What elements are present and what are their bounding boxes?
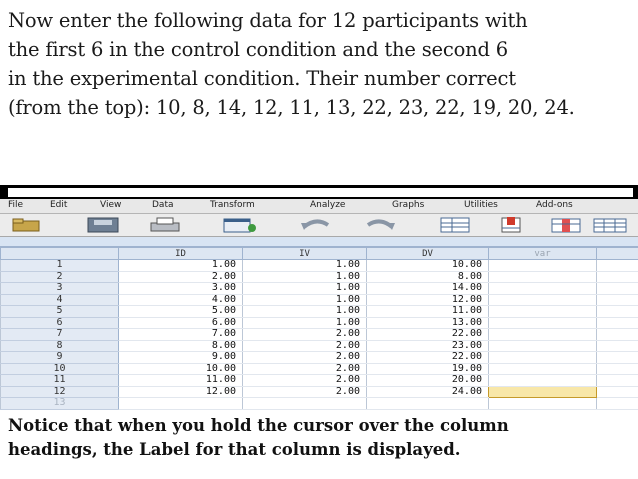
cell-var[interactable] — [489, 306, 597, 318]
row-number[interactable]: 5 — [1, 306, 119, 318]
row-number[interactable]: 13 — [1, 398, 119, 410]
table-row — [1, 386, 638, 398]
menu-edit[interactable]: Edit — [50, 200, 68, 210]
table-row — [1, 271, 638, 283]
cell-iv[interactable]: 1.00 — [243, 306, 367, 318]
insert-cases-icon[interactable] — [494, 216, 528, 234]
cell-iv[interactable]: 2.00 — [243, 363, 367, 375]
cell-var[interactable] — [489, 375, 597, 387]
cell-blank — [597, 294, 638, 306]
cell-id[interactable]: 6.00 — [119, 317, 243, 329]
column-header-iv[interactable]: IV — [243, 248, 367, 260]
split-file-icon[interactable] — [590, 216, 630, 234]
cell-dv[interactable]: 8.00 — [367, 271, 489, 283]
cell-blank — [597, 271, 638, 283]
cell-dv[interactable]: 11.00 — [367, 306, 489, 318]
cell-id[interactable]: 3.00 — [119, 283, 243, 295]
row-number[interactable]: 3 — [1, 283, 119, 295]
cell-dv[interactable]: 19.00 — [367, 363, 489, 375]
row-number[interactable]: 9 — [1, 352, 119, 364]
cell-dv[interactable]: 22.00 — [367, 329, 489, 341]
table-row — [1, 294, 638, 306]
cell-blank — [597, 375, 638, 387]
cell-var[interactable] — [489, 329, 597, 341]
cell-id[interactable]: 9.00 — [119, 352, 243, 364]
cell-var[interactable] — [489, 352, 597, 364]
toolbar — [0, 214, 638, 237]
goto-case-icon[interactable] — [436, 216, 474, 234]
column-header-dv[interactable]: DV — [367, 248, 489, 260]
cell-dv[interactable]: 12.00 — [367, 294, 489, 306]
cell-dv[interactable]: 24.00 — [367, 386, 489, 398]
menu-analyze[interactable]: Analyze — [310, 200, 346, 210]
cell-blank — [597, 317, 638, 329]
cell-iv[interactable]: 2.00 — [243, 352, 367, 364]
caption-line: headings, the Label for that column is displayed. — [8, 440, 461, 459]
table-row — [1, 363, 638, 375]
dialog-recall-icon[interactable] — [218, 216, 262, 234]
cell-id[interactable]: 2.00 — [119, 271, 243, 283]
cell-iv[interactable]: 1.00 — [243, 317, 367, 329]
row-number[interactable]: 6 — [1, 317, 119, 329]
cell-var[interactable] — [489, 283, 597, 295]
menu-view[interactable]: View — [100, 200, 122, 210]
cell-blank — [597, 306, 638, 318]
title-bar-highlight — [8, 188, 633, 197]
menu-add-ons[interactable]: Add-ons — [536, 200, 573, 210]
cell-dv[interactable] — [367, 398, 489, 410]
cell-var[interactable] — [489, 260, 597, 272]
column-header-var[interactable]: var — [489, 248, 597, 260]
spss-data-editor-screenshot — [0, 185, 638, 415]
row-number[interactable]: 12 — [1, 386, 119, 398]
cell-blank — [597, 260, 638, 272]
cell-blank — [597, 283, 638, 295]
cell-iv[interactable] — [243, 398, 367, 410]
cell-id[interactable]: 11.00 — [119, 375, 243, 387]
cell-id[interactable]: 7.00 — [119, 329, 243, 341]
active-cell-var[interactable] — [489, 386, 597, 398]
row-number[interactable]: 7 — [1, 329, 119, 341]
table-row — [1, 340, 638, 352]
cell-id[interactable]: 5.00 — [119, 306, 243, 318]
corner-header[interactable] — [1, 248, 119, 260]
instructions-text — [8, 6, 632, 122]
cell-dv[interactable]: 14.00 — [367, 283, 489, 295]
undo-icon[interactable] — [296, 216, 336, 234]
row-number[interactable]: 8 — [1, 340, 119, 352]
cell-iv[interactable]: 2.00 — [243, 340, 367, 352]
cell-id[interactable]: 8.00 — [119, 340, 243, 352]
cell-dv[interactable]: 20.00 — [367, 375, 489, 387]
print-icon[interactable] — [146, 216, 184, 234]
menu-graphs[interactable]: Graphs — [392, 200, 425, 210]
table-row — [1, 260, 638, 272]
instructions-line: Now enter the following data for 12 participants with — [8, 9, 528, 32]
row-number[interactable]: 4 — [1, 294, 119, 306]
menu-utilities[interactable]: Utilities — [464, 200, 498, 210]
cell-id[interactable]: 4.00 — [119, 294, 243, 306]
table-row — [1, 375, 638, 387]
cell-id[interactable]: 1.00 — [119, 260, 243, 272]
table-row — [1, 352, 638, 364]
cell-blank — [597, 352, 638, 364]
row-number[interactable]: 2 — [1, 271, 119, 283]
column-header-id[interactable]: ID — [119, 248, 243, 260]
cell-var[interactable] — [489, 294, 597, 306]
window-title-bar — [0, 185, 638, 199]
cell-id[interactable]: 12.00 — [119, 386, 243, 398]
cell-iv[interactable]: 1.00 — [243, 271, 367, 283]
cell-iv[interactable]: 1.00 — [243, 283, 367, 295]
menu-bar — [0, 199, 638, 214]
cell-var[interactable] — [489, 340, 597, 352]
cell-iv[interactable]: 2.00 — [243, 386, 367, 398]
table-row — [1, 329, 638, 341]
cell-iv[interactable]: 2.00 — [243, 329, 367, 341]
cell-iv[interactable]: 2.00 — [243, 375, 367, 387]
cell-iv[interactable]: 1.00 — [243, 260, 367, 272]
instructions-line: in the experimental condition. Their number correct — [8, 67, 516, 90]
row-number[interactable]: 1 — [1, 260, 119, 272]
cell-blank — [597, 398, 638, 410]
menu-transform[interactable]: Transform — [210, 200, 255, 210]
table-row — [1, 283, 638, 295]
menu-file[interactable]: File — [8, 200, 24, 210]
cell-var[interactable] — [489, 363, 597, 375]
cell-id[interactable] — [119, 398, 243, 410]
column-header-blank — [597, 248, 638, 260]
instructions-line: (from the top): 10, 8, 14, 12, 11, 13, 22, 23, 22, 19, 20, 24. — [8, 96, 575, 119]
table-row — [1, 306, 638, 318]
cell-dv[interactable]: 13.00 — [367, 317, 489, 329]
cell-blank — [597, 340, 638, 352]
row-number[interactable]: 11 — [1, 375, 119, 387]
cell-var[interactable] — [489, 317, 597, 329]
save-disk-icon[interactable] — [84, 216, 122, 234]
data-view-grid — [0, 247, 638, 410]
cell-var[interactable] — [489, 398, 597, 410]
cell-var[interactable] — [489, 271, 597, 283]
cell-dv[interactable]: 22.00 — [367, 352, 489, 364]
row-number[interactable]: 10 — [1, 363, 119, 375]
cell-blank — [597, 386, 638, 398]
cell-blank — [597, 329, 638, 341]
table-row — [1, 317, 638, 329]
cell-id[interactable]: 10.00 — [119, 363, 243, 375]
cell-dv[interactable]: 10.00 — [367, 260, 489, 272]
insert-variable-icon[interactable] — [548, 216, 584, 234]
instructions-line: the first 6 in the control condition and the second 6 — [8, 38, 508, 61]
cell-blank — [597, 363, 638, 375]
menu-data[interactable]: Data — [152, 200, 174, 210]
open-folder-icon[interactable] — [8, 216, 44, 234]
caption-text — [8, 414, 632, 462]
redo-icon[interactable] — [360, 216, 400, 234]
caption-line: Notice that when you hold the cursor over the column — [8, 416, 509, 435]
cell-reference-bar — [0, 237, 638, 247]
cell-iv[interactable]: 1.00 — [243, 294, 367, 306]
table-row — [1, 398, 638, 410]
cell-dv[interactable]: 23.00 — [367, 340, 489, 352]
